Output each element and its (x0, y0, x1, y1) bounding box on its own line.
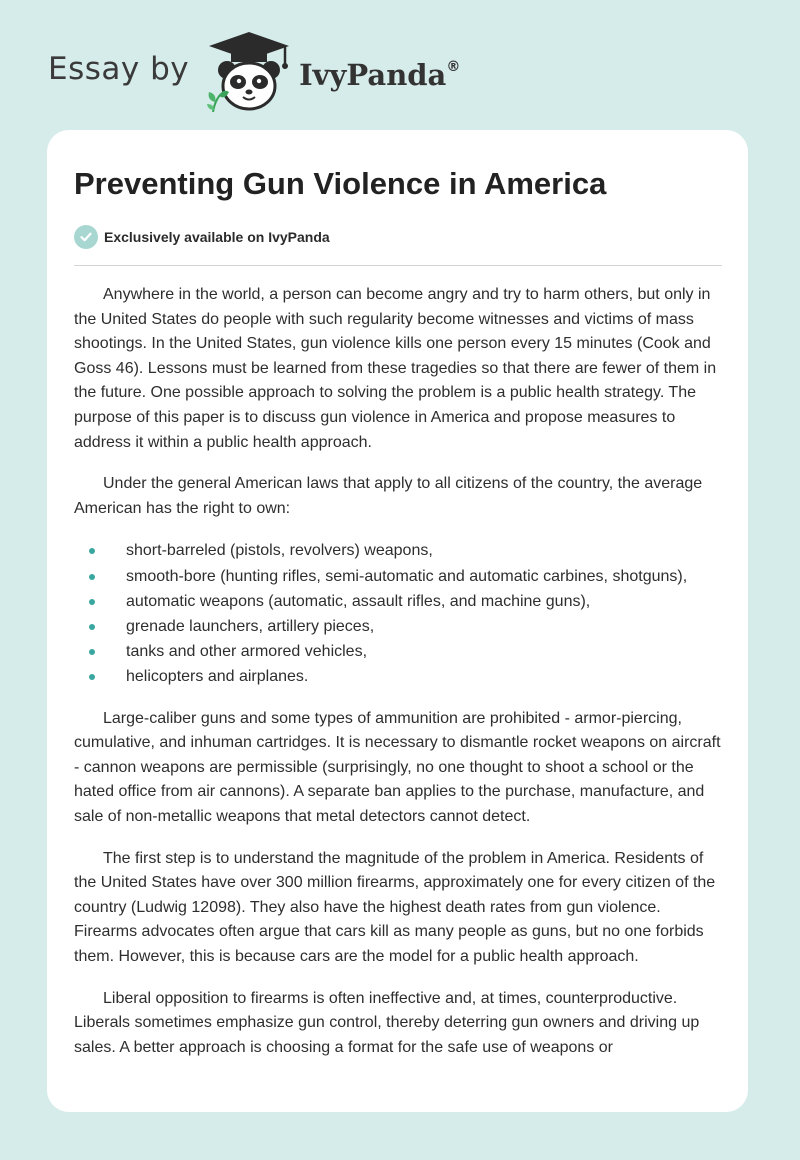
paragraph: Under the general American laws that apply to all citizens of the country, the average American has the right to own: (74, 475, 703, 517)
check-circle-icon (74, 225, 98, 249)
list-item: tanks and other armored vehicles, (126, 639, 722, 664)
essay-card (47, 130, 748, 1112)
paragraph: Anywhere in the world, a person can become angry and try to harm others, but only in the United States do people with such regularity become witnesses and victims of mass shootings. In the United States, gun violence kills one person every 15 minutes (Cook and Goss 46). Lessons must be learned from these tragedies so that there are fewer of them in the future. One possible approach to solving the problem is a public health strategy. The purpose of this paper is to discuss gun violence in America and propose measures to address it within a public health approach. (74, 286, 717, 451)
site-header (48, 30, 460, 114)
essay-by-label: Essay by (48, 51, 190, 87)
list-item: automatic weapons (automatic, assault rifles, and machine guns), (126, 589, 722, 614)
list-item: smooth-bore (hunting rifles, semi-automatic and automatic carbines, shotguns), (126, 564, 722, 589)
brand-text: IvyPanda (299, 58, 447, 92)
essay-title: Preventing Gun Violence in America (74, 166, 607, 201)
paragraph: The first step is to understand the magnitude of the problem in America. Residents of the United States have over 300 million firearms, approximately one for every citizen of the country (Ludwig 12098). They also have the highest death rates from gun violence. Firearms advocates often argue that cars kill as many people as guns, but no one forbids them. However, this is because cars are the model for a public health approach. (74, 849, 716, 965)
paragraph: Large-caliber guns and some types of ammunition are prohibited - armor-piercing, cumulative, and inhuman cartridges. It is necessary to dismantle rocket weapons on aircraft - cannon weapons are permissible (surprisingly, no one thought to shoot a school or the hated office from air cannons). A separate ban applies to the purchase, manufacture, and sale of non-metallic weapons that metal detectors cannot detect. (74, 709, 721, 825)
list-item: helicopters and airplanes. (126, 664, 722, 689)
registered-mark: ® (446, 59, 461, 75)
panda-graduate-logo-icon[interactable] (205, 30, 293, 114)
exclusive-badge (74, 225, 722, 266)
essay-body (74, 283, 722, 1060)
paragraph: Liberal opposition to firearms is often ineffective and, at times, counterproductive. Liberals sometimes emphasize gun control, thereby deterring gun owners and driving up sales. A better approach is choosing a format for the safe use of weapons or (74, 989, 700, 1056)
weapons-list (74, 538, 722, 689)
exclusive-badge-label: Exclusively available on IvyPanda (104, 229, 330, 245)
list-item: short-barreled (pistols, revolvers) weapons, (126, 538, 722, 563)
list-item: grenade launchers, artillery pieces, (126, 614, 722, 639)
brand-name[interactable] (299, 58, 460, 92)
